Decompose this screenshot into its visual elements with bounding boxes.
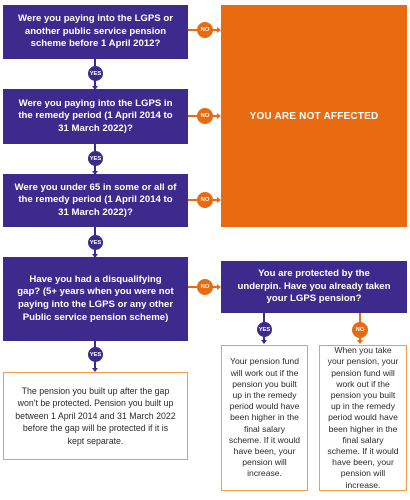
not-taken-outcome-text: When you take your pension, your pension fund will work out if the pension you built up in the remedy period would have been higher in the final salary scheme. If it would have been, your pension will increase. [327,345,399,490]
not-affected-text: YOU ARE NOT AFFECTED [249,110,379,122]
no-badge-q4: NO [197,279,213,295]
question-5-text: You are protected by the underpin. Have you already taken your LGPS pension? [237,268,391,305]
yes-badge-q2: YES [88,151,103,166]
question-2-text: Were you paying into the LGPS in the remedy period (1 April 2014 to 31 March 2022)? [18,97,173,134]
not-taken-outcome-box [319,345,407,491]
no-badge-q2: NO [197,108,213,124]
question-4-text: Have you had a disqualifying gap? (5+ years when you were not paying into the LGPS or any other Public service pension scheme) [17,273,174,323]
arrow-q5-yes [261,340,267,344]
gap-outcome-text: The pension you built up after the gap won't be protected. Pension you built up between 1 April 2014 and 31 March 2022 before the gap will be protected if it is kept separate. [15,385,176,446]
not-affected-box [221,5,407,227]
yes-badge-q1: YES [88,66,103,81]
no-badge-q5: NO [352,322,368,338]
question-5-box [221,261,407,313]
question-2-box [3,89,188,144]
gap-outcome-box [3,372,188,460]
no-badge-q3: NO [197,192,213,208]
question-1-box [3,5,188,59]
no-badge-q1: NO [197,22,213,38]
yes-badge-q4: YES [88,347,103,362]
question-4-box [3,257,188,341]
question-3-text: Were you under 65 in some or all of the remedy period (1 April 2014 to 31 March 2022)? [14,181,177,218]
yes-badge-q5: YES [257,322,272,337]
yes-badge-q3: YES [88,235,103,250]
arrow-q5-no [357,340,363,344]
question-1-text: Were you paying into the LGPS or another public service pension scheme before 1 April 2012? [18,13,173,50]
already-taken-outcome-text: Your pension fund will work out if the pension you built up in the remedy period would have been higher in the final salary scheme. If it would have been, your pension will increase. [228,356,301,479]
question-3-box [3,174,188,227]
already-taken-outcome-box [221,345,308,491]
